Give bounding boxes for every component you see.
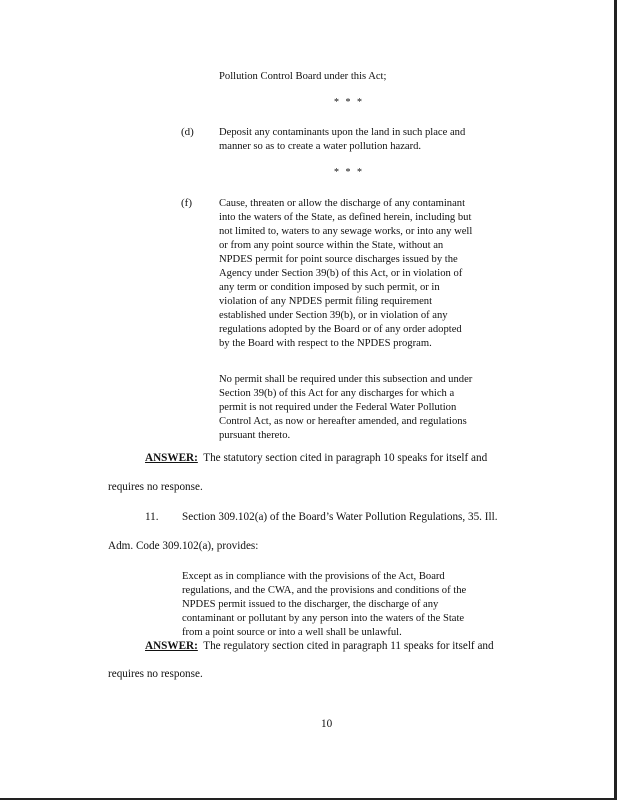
ellipsis-stars-1: * * *: [334, 97, 364, 108]
quote-line: Except as in compliance with the provisions of the Act, Board: [182, 571, 445, 582]
answer-text: The regulatory section cited in paragraph 11 speaks for itself and: [203, 640, 494, 652]
no-permit-line: permit is not required under the Federal Water Pollution: [219, 402, 457, 413]
answer-label: ANSWER:: [145, 640, 198, 652]
item-f-line: or from any point source within the State, without an: [219, 240, 444, 251]
item-f-label: (f): [181, 197, 192, 209]
item-f-line: not limited to, waters to any sewage works, or into any well: [219, 226, 473, 237]
no-permit-line: Section 39(b) of this Act for any discharges for which a: [219, 388, 455, 399]
item-d-label: (d): [181, 126, 194, 138]
answer-text-continued: requires no response.: [108, 481, 203, 493]
item-f-line: established under Section 39(b), or in violation of any: [219, 310, 448, 321]
item-d-line: Deposit any contaminants upon the land in such place and: [219, 127, 466, 138]
item-f-line: Cause, threaten or allow the discharge of any contaminant: [219, 198, 466, 209]
item-f-line: violation of any NPDES permit filing requirement: [219, 296, 433, 307]
item-f-line: NPDES permit for point source discharges issued by the: [219, 254, 458, 265]
quote-line: regulations, and the CWA, and the provisions and conditions of the: [182, 585, 467, 596]
ellipsis-stars-2: * * *: [334, 167, 364, 178]
item-f-line: any term or condition imposed by such permit, or in: [219, 282, 440, 293]
no-permit-line: Control Act, as now or hereafter amended, and regulations: [219, 416, 467, 427]
quote-line: from a point source or into a well shall be unlawful.: [182, 627, 402, 638]
answer-text: The statutory section cited in paragraph 10 speaks for itself and: [203, 452, 488, 464]
paragraph-text-continued: Adm. Code 309.102(a), provides:: [108, 540, 259, 552]
answer-label: ANSWER:: [145, 452, 198, 464]
quote-line: contaminant or pollutant by any person into the waters of the State: [182, 613, 465, 624]
item-f-line: regulations adopted by the Board or of any order adopted: [219, 324, 462, 335]
item-f-line: into the waters of the State, as defined herein, including but: [219, 212, 472, 223]
item-f-line: by the Board with respect to the NPDES program.: [219, 338, 432, 349]
page-number: 10: [321, 718, 333, 730]
intro-line: Pollution Control Board under this Act;: [219, 71, 387, 82]
answer-text-continued: requires no response.: [108, 668, 203, 680]
quote-line: NPDES permit issued to the discharger, the discharge of any: [182, 599, 439, 610]
paragraph-text: Section 309.102(a) of the Board’s Water Pollution Regulations, 35. Ill.: [182, 511, 498, 523]
item-d-line: manner so as to create a water pollution hazard.: [219, 141, 422, 152]
item-f-line: Agency under Section 39(b) of this Act, or in violation of: [219, 268, 463, 279]
no-permit-line: pursuant thereto.: [219, 430, 291, 441]
paragraph-number: 11.: [145, 511, 159, 523]
no-permit-line: No permit shall be required under this subsection and under: [219, 374, 473, 385]
